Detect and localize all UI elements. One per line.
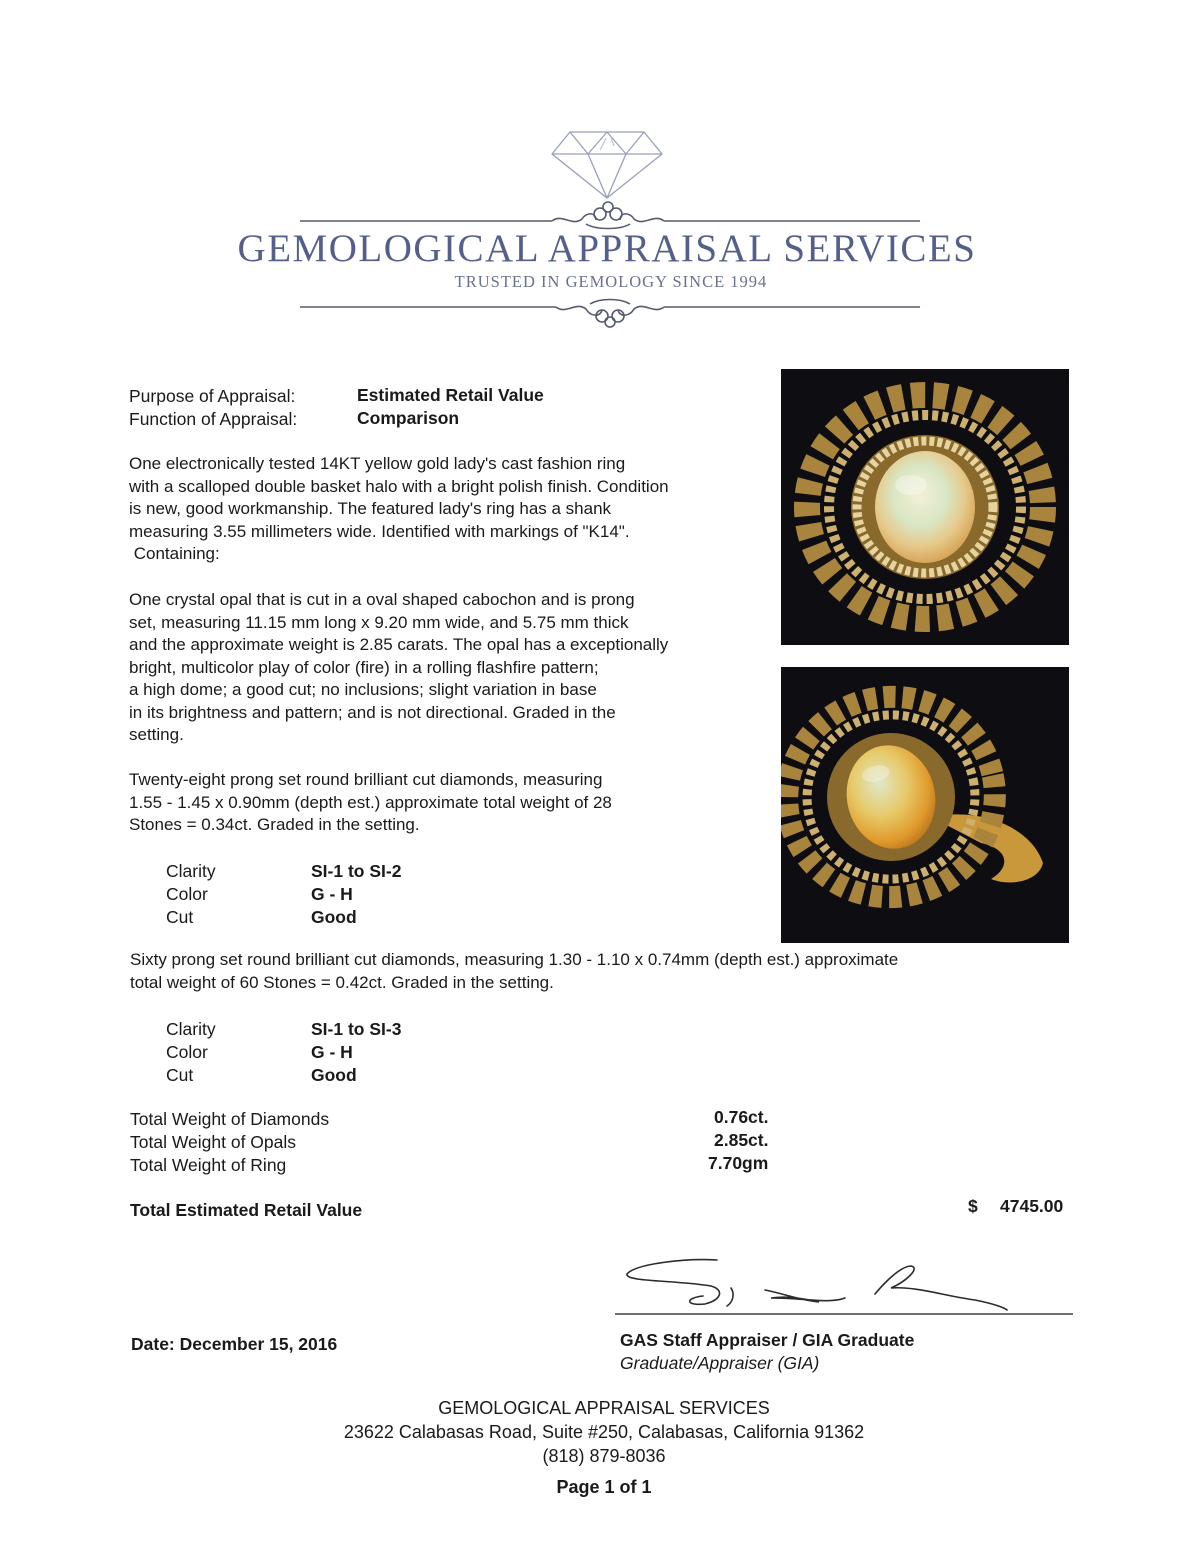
diamonds-description-2: [130, 949, 1130, 994]
appraisal-date: Date: December 15, 2016: [131, 1334, 338, 1354]
diamonds-description-line: Sixty prong set round brilliant cut diamonds, measuring 1.30 - 1.10 x 0.74mm (depth est.) approximate: [130, 950, 899, 969]
opal-description: [129, 589, 769, 747]
currency-symbol: $: [968, 1196, 978, 1216]
color-value: G - H: [311, 1042, 353, 1062]
ring-description-line: One electronically tested 14KT yellow gold lady's cast fashion ring: [129, 454, 626, 473]
clarity-label: Clarity: [166, 861, 216, 881]
total-opals-label: Total Weight of Opals: [130, 1132, 297, 1152]
diamonds-description-line: Twenty-eight prong set round brilliant cut diamonds, measuring: [129, 770, 603, 789]
clarity-label: Clarity: [166, 1019, 216, 1039]
total-retail-label: Total Estimated Retail Value: [130, 1200, 363, 1220]
total-retail-value: 4745.00: [1000, 1196, 1064, 1216]
total-ring-value: 7.70gm: [708, 1153, 769, 1173]
opal-description-line: in its brightness and pattern; and is not directional. Graded in the: [129, 702, 616, 722]
opal-description-line: bright, multicolor play of color (fire) in a rolling flashfire pattern;: [129, 657, 599, 677]
total-opals-value: 2.85ct.: [714, 1130, 769, 1150]
diamond-logo-icon: [548, 128, 666, 200]
cut-value: Good: [311, 907, 357, 927]
diamonds-description-1: [129, 769, 769, 837]
opal-description-line: setting.: [129, 725, 184, 744]
footer-address: 23622 Calabasas Road, Suite #250, Calabasas, California 91362: [343, 1422, 865, 1442]
total-diamonds-value: 0.76ct.: [714, 1107, 769, 1127]
cut-label: Cut: [166, 907, 194, 927]
ring-description: [129, 453, 769, 566]
purpose-value: Estimated Retail Value: [357, 385, 544, 405]
footer-company: GEMOLOGICAL APPRAISAL SERVICES: [438, 1398, 770, 1418]
ring-top-view-image: [781, 369, 1069, 645]
clarity-value: SI-1 to SI-3: [311, 1019, 402, 1039]
appraiser-title: GAS Staff Appraiser / GIA Graduate: [620, 1330, 915, 1350]
ring-photo-side: [781, 667, 1069, 943]
ring-description-line: is new, good workmanship. The featured lady's ring has a shank: [129, 499, 612, 518]
diamonds-description-line: Stones = 0.34ct. Graded in the setting.: [129, 815, 420, 834]
clarity-value: SI-1 to SI-2: [311, 861, 402, 881]
company-name: GEMOLOGICAL APPRAISAL SERVICES: [237, 227, 977, 270]
opal-description-line: a high dome; a good cut; no inclusions; slight variation in base: [129, 680, 597, 699]
ring-description-line: measuring 3.55 millimeters wide. Identified with markings of "K14".: [129, 521, 630, 541]
cut-label: Cut: [166, 1065, 194, 1085]
ring-description-line: Containing:: [129, 544, 220, 563]
ring-photo-top: [781, 369, 1069, 645]
color-value: G - H: [311, 884, 353, 904]
ring-side-view-image: [781, 667, 1069, 943]
total-ring-label: Total Weight of Ring: [130, 1155, 287, 1175]
signature: [615, 1252, 1075, 1322]
color-label: Color: [166, 1042, 208, 1062]
ring-description-line: with a scalloped double basket halo with a bright polish finish. Condition: [129, 476, 669, 496]
diamonds-description-line: 1.55 - 1.45 x 0.90mm (depth est.) approximate total weight of 28: [129, 792, 612, 812]
opal-description-line: set, measuring 11.15 mm long x 9.20 mm wide, and 5.75 mm thick: [129, 612, 629, 632]
diamonds-description-line: total weight of 60 Stones = 0.42ct. Graded in the setting.: [130, 972, 554, 992]
total-diamonds-label: Total Weight of Diamonds: [130, 1109, 330, 1129]
company-tagline: TRUSTED IN GEMOLOGY SINCE 1994: [454, 272, 768, 291]
function-value: Comparison: [357, 408, 460, 428]
appraiser-subtitle: Graduate/Appraiser (GIA): [620, 1353, 820, 1373]
opal-description-line: and the approximate weight is 2.85 carats. The opal has a exceptionally: [129, 635, 669, 654]
footer-phone: (818) 879-8036: [542, 1446, 666, 1466]
page-number: Page 1 of 1: [556, 1477, 652, 1497]
function-label: Function of Appraisal:: [129, 409, 298, 429]
scroll-ornament-icon: [300, 296, 920, 330]
color-label: Color: [166, 884, 208, 904]
cut-value: Good: [311, 1065, 357, 1085]
purpose-label: Purpose of Appraisal:: [129, 386, 296, 406]
opal-description-line: One crystal opal that is cut in a oval shaped cabochon and is prong: [129, 590, 635, 609]
